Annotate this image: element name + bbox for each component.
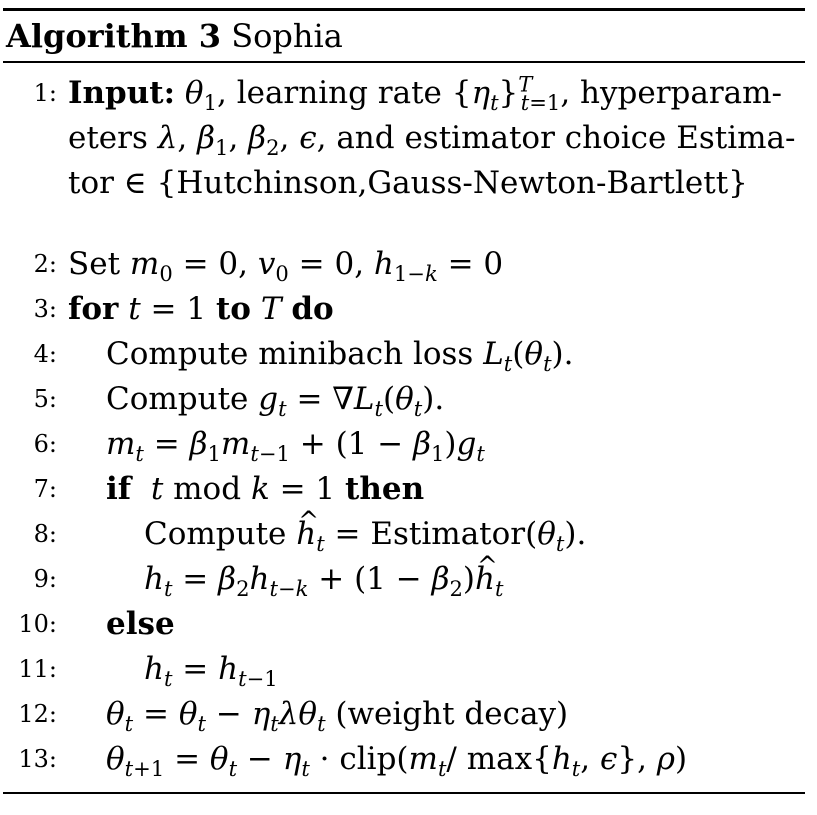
algorithm-block	[3, 8, 805, 794]
line-content: $m_t = \beta_1m_{t-1} + (1 - \beta_1)g_t$	[106, 426, 485, 467]
bottom-rule	[3, 792, 805, 794]
algorithm-lines	[3, 63, 805, 792]
algorithm-line-10	[3, 602, 805, 647]
line-number: 9:	[33, 565, 57, 593]
line-spacer	[3, 206, 805, 242]
line-content: Input: $\theta_1$, learning rate $\{\eta_t\}^T_{t=1}$, hyperparam-	[68, 71, 783, 116]
line-content: Compute ^ $h_t$ = $Estimator(\theta_t)$.	[144, 512, 586, 557]
line-number: 1:	[33, 79, 57, 107]
line-content: Set $m_0 = 0$, $v_0 = 0$, $h_{1-k} = 0$	[68, 246, 504, 287]
line-number: 5:	[33, 385, 57, 413]
algorithm-line-1-cont-b	[3, 161, 805, 206]
line-content: tor ∈ {Hutchinson,Gauss-Newton-Bartlett}	[68, 165, 748, 201]
line-content: Compute minibach loss $L_t(\theta_t)$.	[106, 336, 574, 377]
line-number: 11:	[18, 655, 57, 683]
line-number: 4:	[33, 340, 57, 368]
line-number: 6:	[33, 430, 57, 458]
algorithm-line-5	[3, 377, 805, 422]
line-content: else	[106, 606, 175, 642]
line-content: if t mod k = 1 then	[106, 471, 425, 507]
line-number: 8:	[33, 520, 57, 548]
line-number: 12:	[18, 700, 57, 728]
line-content: $h_t = h_{t-1}$	[144, 651, 278, 692]
algorithm-line-9	[3, 557, 805, 602]
input-keyword: Input:	[68, 75, 176, 111]
line-number: 2:	[33, 250, 57, 278]
algorithm-line-13	[3, 737, 805, 782]
algorithm-line-7	[3, 467, 805, 512]
algorithm-line-2	[3, 242, 805, 287]
algorithm-line-8	[3, 512, 805, 557]
line-number: 3:	[33, 295, 57, 323]
line-content: eters λ, $\beta_1$, $\beta_2$, ϵ, and estimator choice Estima-	[68, 120, 796, 161]
line-number: 10:	[18, 610, 57, 638]
algorithm-line-11	[3, 647, 805, 692]
algorithm-line-4	[3, 332, 805, 377]
algorithm-caption	[3, 11, 805, 61]
line-content: $\theta_t = \theta_t - \eta_t\lambda\theta_t$ (weight decay)	[106, 696, 569, 737]
line-content: $\theta_{t+1} = \theta_t - \eta_t$ · $clip(m_t/$ $\max\{h_t$, ϵ}, ρ)	[106, 741, 688, 782]
line-content: $h_t = \beta_2h_{t-k} + (1$ − $\beta_2)\^{}$ $h_t$	[144, 557, 503, 602]
algorithm-label: Algorithm 3	[6, 17, 222, 55]
algorithm-line-6	[3, 422, 805, 467]
line-content: Compute $g_t = \nabla L_t(\theta_t)$.	[106, 381, 445, 422]
algorithm-line-3	[3, 287, 805, 332]
algorithm-line-1	[3, 71, 805, 116]
algorithm-line-1-cont-a	[3, 116, 805, 161]
algorithm-name: Sophia	[231, 17, 343, 55]
algorithm-line-12	[3, 692, 805, 737]
line-number: 7:	[33, 475, 57, 503]
line-number: 13:	[18, 745, 57, 773]
line-content: for t = 1 to T do	[68, 291, 334, 327]
